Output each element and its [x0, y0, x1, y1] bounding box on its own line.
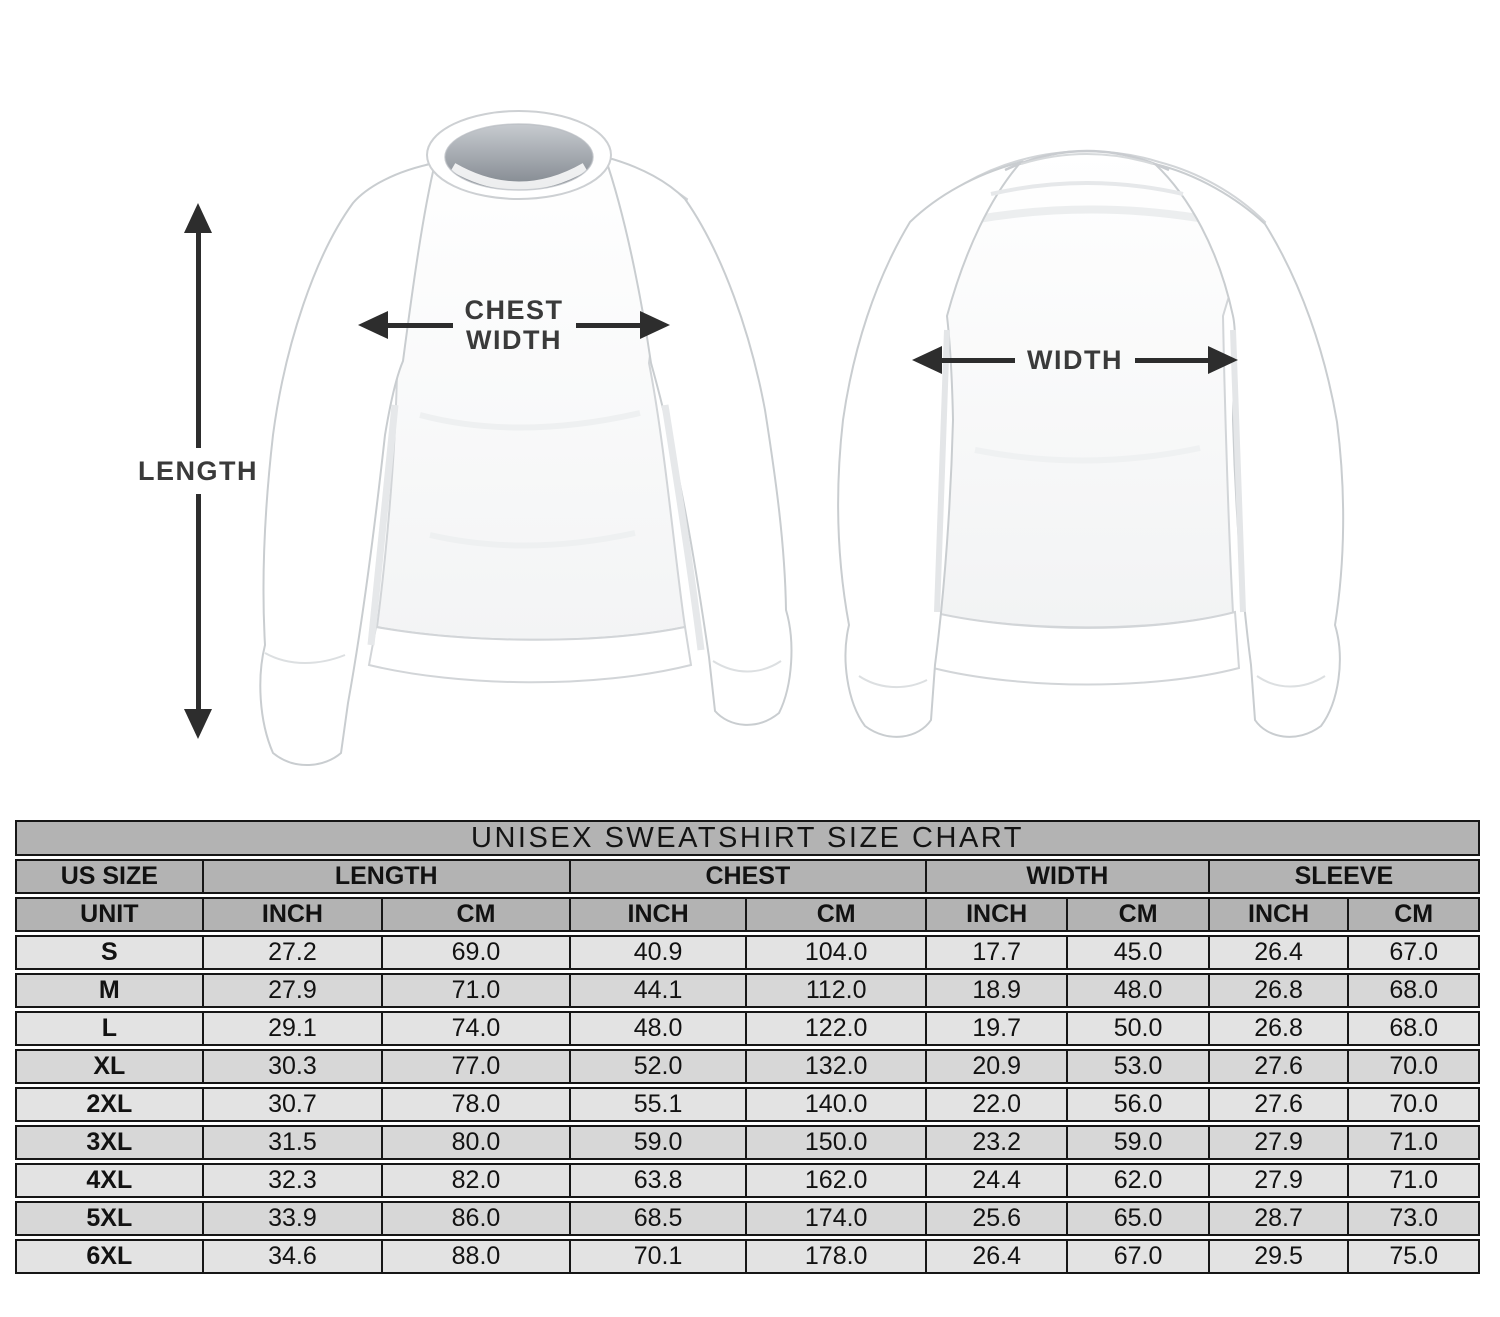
unit-cell: INCH: [1208, 899, 1348, 930]
measurement-cell: 44.1: [569, 975, 746, 1006]
measurement-cell: 33.9: [202, 1203, 382, 1234]
arrow-right-icon: [1208, 346, 1238, 374]
table-row: [15, 973, 1480, 1008]
measurement-cell: 88.0: [381, 1241, 569, 1272]
measurement-cell: 63.8: [569, 1165, 746, 1196]
unit-cell: INCH: [202, 899, 382, 930]
unit-cell: INCH: [569, 899, 746, 930]
measurement-cell: 45.0: [1066, 937, 1207, 968]
measurement-cell: 40.9: [569, 937, 746, 968]
table-unit-row: [15, 897, 1480, 932]
measurement-cell: 80.0: [381, 1127, 569, 1158]
measurement-cell: 19.7: [925, 1013, 1066, 1044]
size-chart-table: [15, 820, 1480, 1274]
unit-cell: CM: [1066, 899, 1207, 930]
measurement-cell: 68.5: [569, 1203, 746, 1234]
measurement-cell: 48.0: [1066, 975, 1207, 1006]
measurement-cell: 67.0: [1347, 937, 1478, 968]
measurement-cell: 74.0: [381, 1013, 569, 1044]
table-row: [15, 1049, 1480, 1084]
arrow-line: [576, 323, 641, 328]
measurement-cell: 29.1: [202, 1013, 382, 1044]
table-row: [15, 1125, 1480, 1160]
measurement-cell: 26.8: [1208, 1013, 1348, 1044]
table-title: UNISEX SWEATSHIRT SIZE CHART: [471, 822, 1024, 854]
chest-width-label-line1: CHEST: [464, 294, 564, 325]
measurement-cell: 52.0: [569, 1051, 746, 1082]
measurement-cell: 77.0: [381, 1051, 569, 1082]
unit-cell: CM: [381, 899, 569, 930]
measurement-cell: 55.1: [569, 1089, 746, 1120]
table-row: [15, 1163, 1480, 1198]
column-header-width: WIDTH: [925, 861, 1208, 892]
arrow-line: [942, 358, 1015, 363]
measurement-cell: 32.3: [202, 1165, 382, 1196]
arrow-up-icon: [184, 203, 212, 233]
table-row: [15, 1011, 1480, 1046]
size-label-cell: 3XL: [86, 1128, 133, 1156]
measurement-cell: 56.0: [1066, 1089, 1207, 1120]
table-row: [15, 935, 1480, 970]
measurement-cell: 27.9: [1208, 1165, 1348, 1196]
size-label-cell: L: [101, 1014, 117, 1042]
arrow-down-icon: [184, 709, 212, 739]
size-label-cell: XL: [93, 1052, 126, 1080]
column-header-chest: CHEST: [569, 861, 925, 892]
measurement-cell: 27.6: [1208, 1089, 1348, 1120]
measurement-cell: 65.0: [1066, 1203, 1207, 1234]
measurement-cell: 27.2: [202, 937, 382, 968]
length-measure-arrow: [138, 203, 258, 739]
measurement-cell: 71.0: [1347, 1165, 1478, 1196]
arrow-line: [196, 233, 201, 448]
measurement-cell: 75.0: [1347, 1241, 1478, 1272]
measurement-cell: 71.0: [1347, 1127, 1478, 1158]
table-header-row: [15, 859, 1480, 894]
measurement-cell: 140.0: [745, 1089, 925, 1120]
size-label-cell: 5XL: [86, 1204, 133, 1232]
table-row: [15, 1087, 1480, 1122]
arrow-line: [388, 323, 453, 328]
measurement-cell: 59.0: [569, 1127, 746, 1158]
chest-width-label-line2: WIDTH: [466, 325, 562, 355]
unit-cell: INCH: [925, 899, 1066, 930]
arrow-right-icon: [640, 311, 670, 339]
sweatshirt-back-image: [825, 120, 1370, 775]
measurement-cell: 22.0: [925, 1089, 1066, 1120]
measurement-cell: 30.7: [202, 1089, 382, 1120]
arrow-left-icon: [912, 346, 942, 374]
size-label-cell: S: [100, 938, 118, 966]
unit-cell: CM: [1347, 899, 1478, 930]
column-header-length: LENGTH: [202, 861, 569, 892]
measurement-cell: 53.0: [1066, 1051, 1207, 1082]
chest-width-label: [453, 295, 576, 355]
measurement-cell: 162.0: [745, 1165, 925, 1196]
column-header-sleeve: SLEEVE: [1208, 861, 1478, 892]
table-row: [15, 1201, 1480, 1236]
measurement-cell: 69.0: [381, 937, 569, 968]
measurement-cell: 86.0: [381, 1203, 569, 1234]
measurement-cell: 29.5: [1208, 1241, 1348, 1272]
measurement-cell: 68.0: [1347, 1013, 1478, 1044]
size-label-cell: 6XL: [86, 1242, 133, 1270]
size-label-cell: 2XL: [86, 1090, 133, 1118]
measurement-cell: 132.0: [745, 1051, 925, 1082]
measurement-cell: 174.0: [745, 1203, 925, 1234]
sweatshirt-front-image: [245, 105, 805, 775]
measurement-cell: 20.9: [925, 1051, 1066, 1082]
measurement-cell: 70.1: [569, 1241, 746, 1272]
arrow-line: [196, 494, 201, 709]
arrow-line: [1135, 358, 1208, 363]
measurement-cell: 50.0: [1066, 1013, 1207, 1044]
measurement-cell: 26.8: [1208, 975, 1348, 1006]
back-width-label: WIDTH: [1027, 344, 1123, 375]
measurement-cell: 150.0: [745, 1127, 925, 1158]
table-row: [15, 1239, 1480, 1274]
measurement-cell: 18.9: [925, 975, 1066, 1006]
size-label-cell: M: [98, 976, 120, 1004]
measurement-cell: 73.0: [1347, 1203, 1478, 1234]
measurement-cell: 25.6: [925, 1203, 1066, 1234]
measurement-cell: 24.4: [925, 1165, 1066, 1196]
measurement-cell: 27.9: [202, 975, 382, 1006]
measurement-cell: 62.0: [1066, 1165, 1207, 1196]
measurement-cell: 23.2: [925, 1127, 1066, 1158]
measurement-cell: 17.7: [925, 937, 1066, 968]
measurement-cell: 122.0: [745, 1013, 925, 1044]
unit-header: UNIT: [80, 900, 139, 928]
measurement-cell: 71.0: [381, 975, 569, 1006]
measurement-cell: 31.5: [202, 1127, 382, 1158]
measurement-cell: 27.6: [1208, 1051, 1348, 1082]
measurement-cell: 48.0: [569, 1013, 746, 1044]
measurement-cell: 27.9: [1208, 1127, 1348, 1158]
measurement-cell: 59.0: [1066, 1127, 1207, 1158]
chest-width-measure-arrow: [358, 285, 670, 365]
measurement-cell: 70.0: [1347, 1089, 1478, 1120]
measurement-cell: 26.4: [925, 1241, 1066, 1272]
measurement-cell: 104.0: [745, 937, 925, 968]
measurement-cell: 112.0: [745, 975, 925, 1006]
unit-cell: CM: [745, 899, 925, 930]
measurement-cell: 34.6: [202, 1241, 382, 1272]
arrow-left-icon: [358, 311, 388, 339]
measurement-cell: 78.0: [381, 1089, 569, 1120]
measurement-cell: 178.0: [745, 1241, 925, 1272]
column-header-us-size: US SIZE: [60, 862, 158, 890]
table-title-row: [15, 820, 1480, 856]
measurement-cell: 68.0: [1347, 975, 1478, 1006]
length-label: LENGTH: [138, 455, 258, 486]
back-width-measure-arrow: [912, 332, 1238, 388]
size-label-cell: 4XL: [86, 1166, 133, 1194]
measurement-cell: 30.3: [202, 1051, 382, 1082]
measurement-cell: 67.0: [1066, 1241, 1207, 1272]
measurement-cell: 70.0: [1347, 1051, 1478, 1082]
measurement-cell: 26.4: [1208, 937, 1348, 968]
measurement-cell: 82.0: [381, 1165, 569, 1196]
measurement-cell: 28.7: [1208, 1203, 1348, 1234]
